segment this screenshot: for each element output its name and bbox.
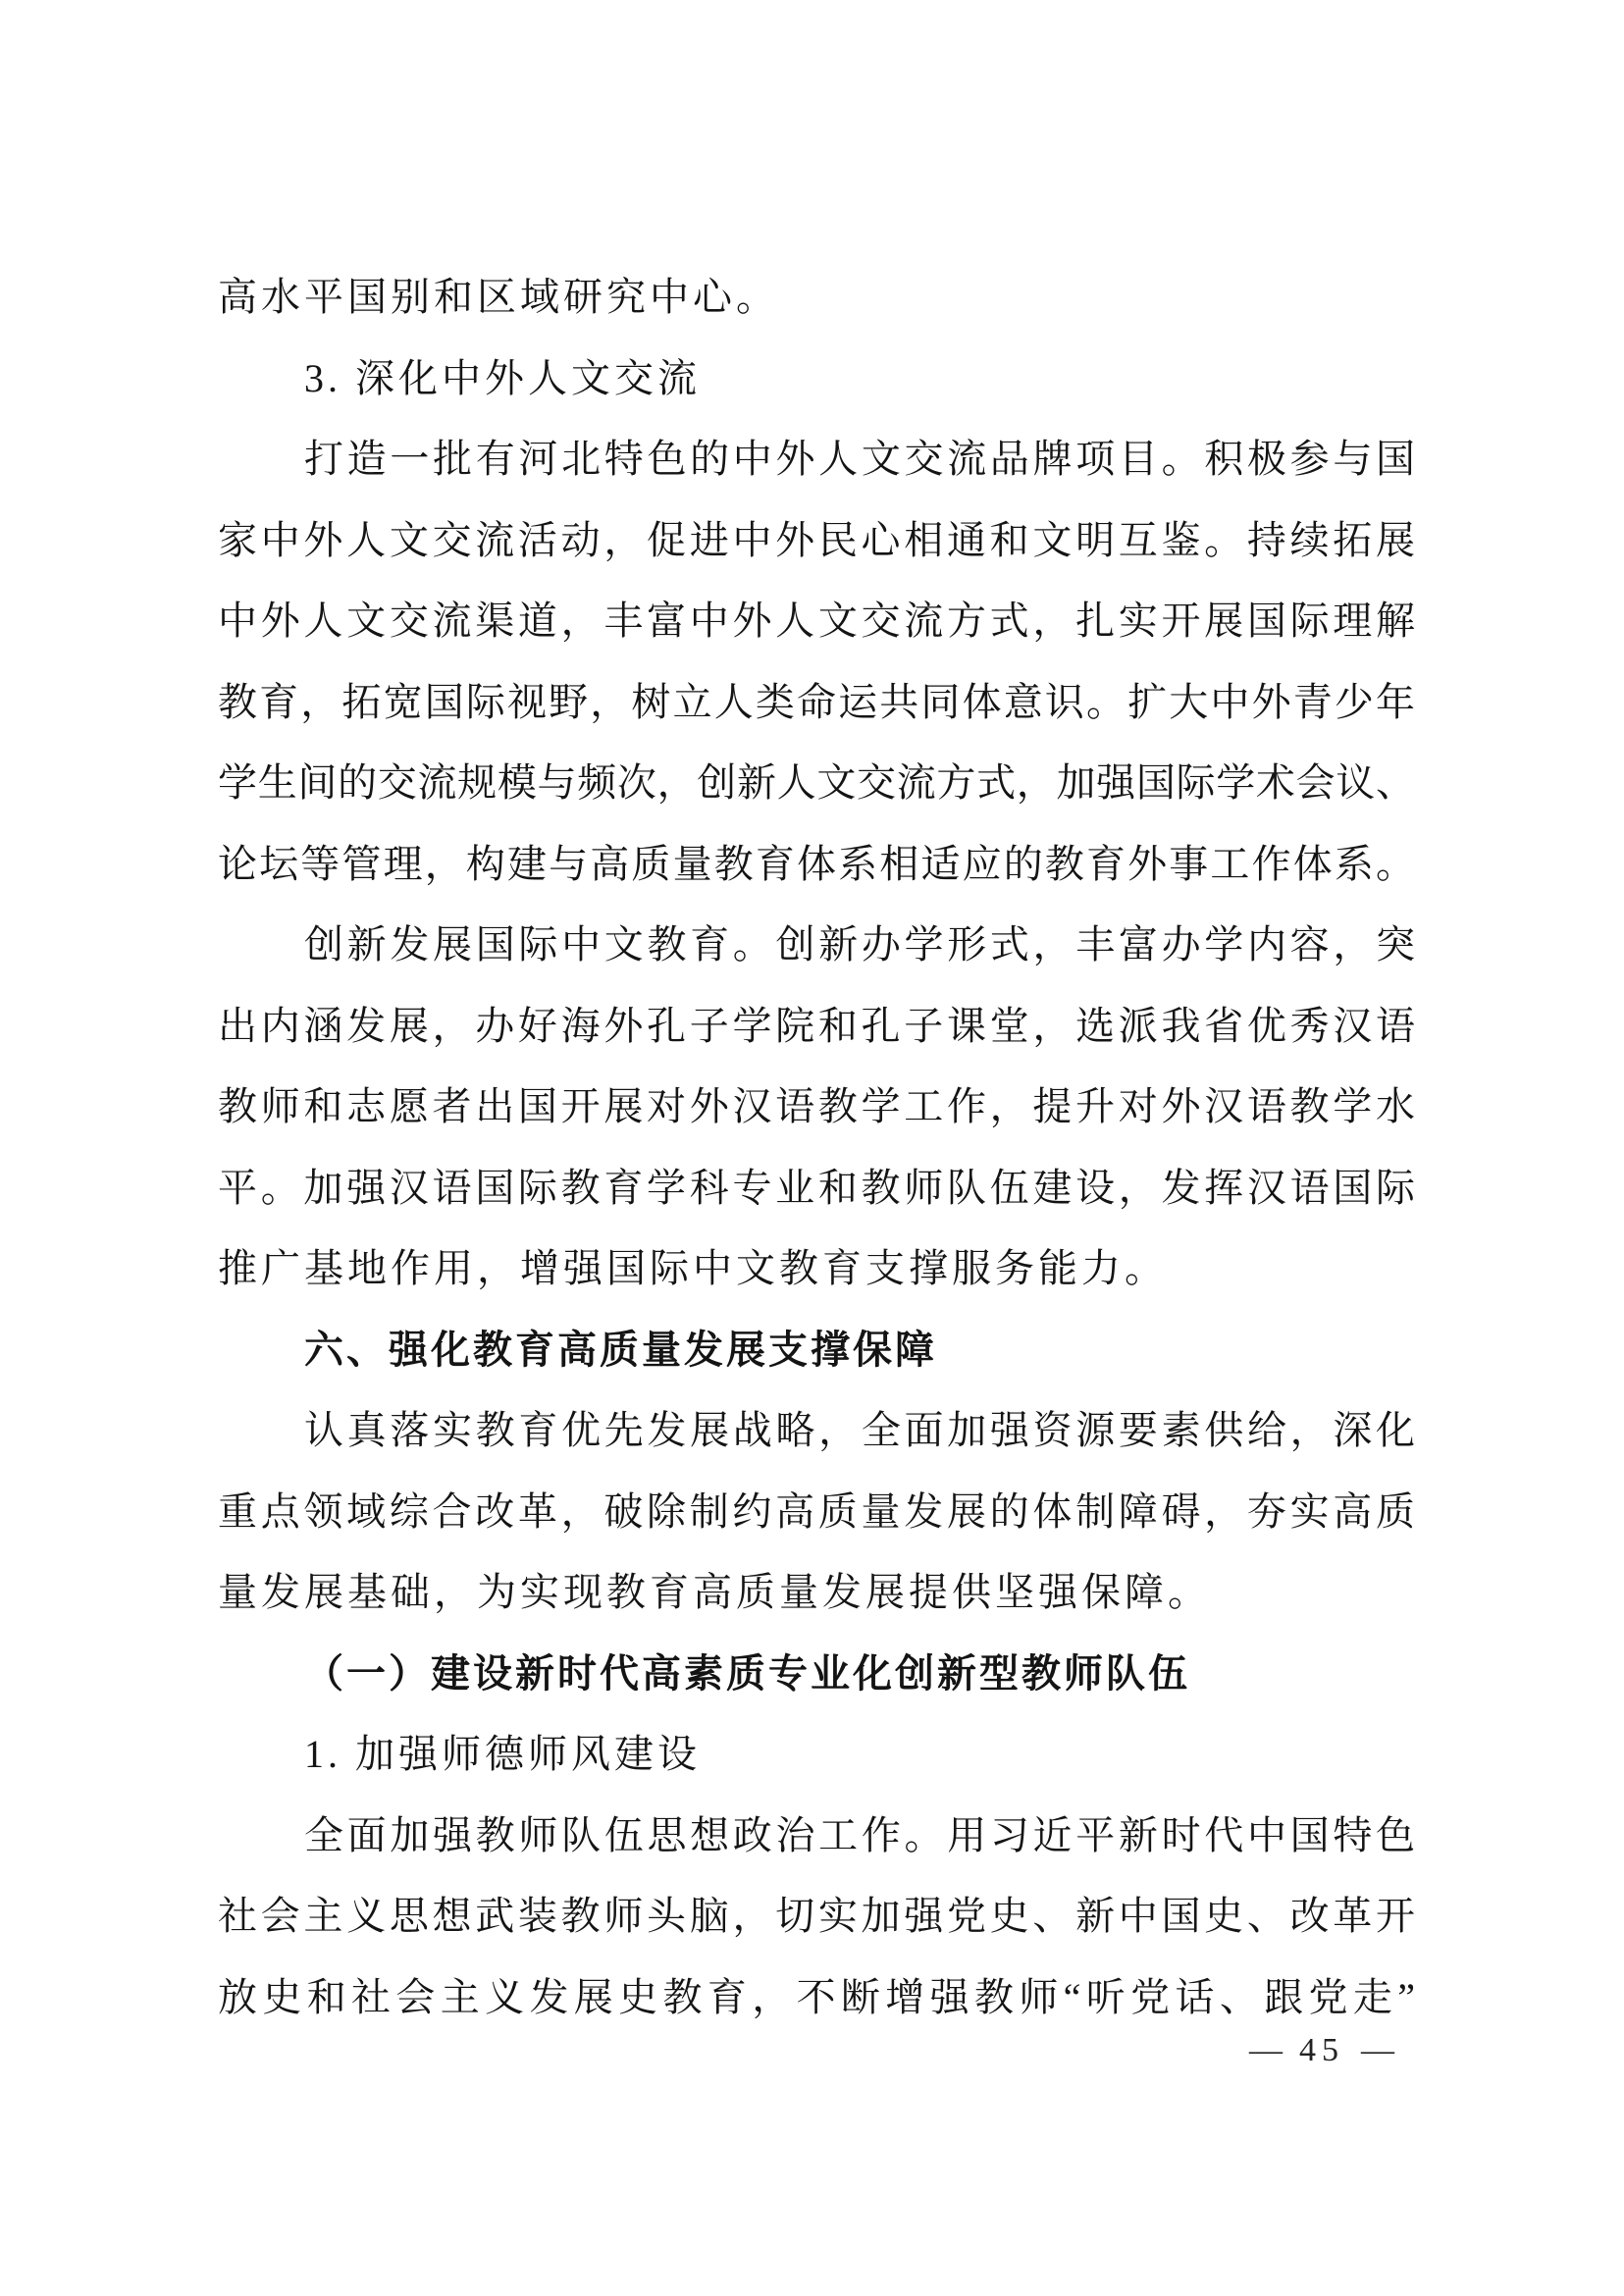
text-line: 中外人文交流渠道，丰富中外人文交流方式，扎实开展国际理解 — [218, 599, 1415, 643]
text-line: 教师和志愿者出国开展对外汉语教学工作，提升对外汉语教学水 — [218, 1084, 1415, 1128]
text-line: 高水平国别和区域研究中心。 — [218, 275, 779, 319]
text-line: 量发展基础，为实现教育高质量发展提供坚强保障。 — [218, 1570, 1211, 1614]
text-line: 平。加强汉语国际教育学科专业和教师队伍建设，发挥汉语国际 — [218, 1165, 1415, 1210]
text-line: 创新发展国际中文教育。创新办学形式，丰富办学内容，突 — [304, 922, 1415, 966]
document-text-block — [218, 257, 1415, 2038]
text-line: 学生间的交流规模与频次，创新人文交流方式，加强国际学术会议、 — [218, 760, 1415, 805]
text-line: 家中外人文交流活动，促进中外民心相通和文明互鉴。持续拓展 — [218, 517, 1415, 562]
text-line: 3. 深化中外人文交流 — [304, 355, 701, 400]
text-line: 全面加强教师队伍思想政治工作。用习近平新时代中国特色 — [304, 1812, 1415, 1857]
text-line: 社会主义思想武装教师头脑，切实加强党史、新中国史、改革开 — [218, 1894, 1415, 1938]
text-line: 出内涵发展，办好海外孔子学院和孔子课堂，选派我省优秀汉语 — [218, 1003, 1415, 1048]
page-number-value: 45 — [1299, 2032, 1344, 2068]
text-line: 教育，拓宽国际视野，树立人类命运共同体意识。扩大中外青少年 — [218, 679, 1415, 724]
page-number-left-dash: — — [1249, 2032, 1283, 2068]
page-number-right-dash: — — [1361, 2032, 1394, 2068]
page-number — [1249, 2031, 1394, 2070]
section-heading: 六、强化教育高质量发展支撑保障 — [304, 1328, 937, 1372]
text-line: 打造一批有河北特色的中外人文交流品牌项目。积极参与国 — [304, 437, 1415, 481]
text-line: 1. 加强师德师风建设 — [304, 1732, 701, 1776]
text-line: 推广基地作用，增强国际中文教育支撑服务能力。 — [218, 1246, 1168, 1290]
text-line: 认真落实教育优先发展战略，全面加强资源要素供给，深化 — [304, 1408, 1415, 1452]
text-line: 重点领域综合改革，破除制约高质量发展的体制障碍，夯实高质 — [218, 1488, 1415, 1534]
section-heading: （一）建设新时代高素质专业化创新型教师队伍 — [304, 1651, 1190, 1696]
text-line: 论坛等管理，构建与高质量教育体系相适应的教育外事工作体系。 — [218, 841, 1415, 886]
text-line: 放史和社会主义发展史教育，不断增强教师“听党话、跟党走” — [218, 1974, 1415, 2019]
